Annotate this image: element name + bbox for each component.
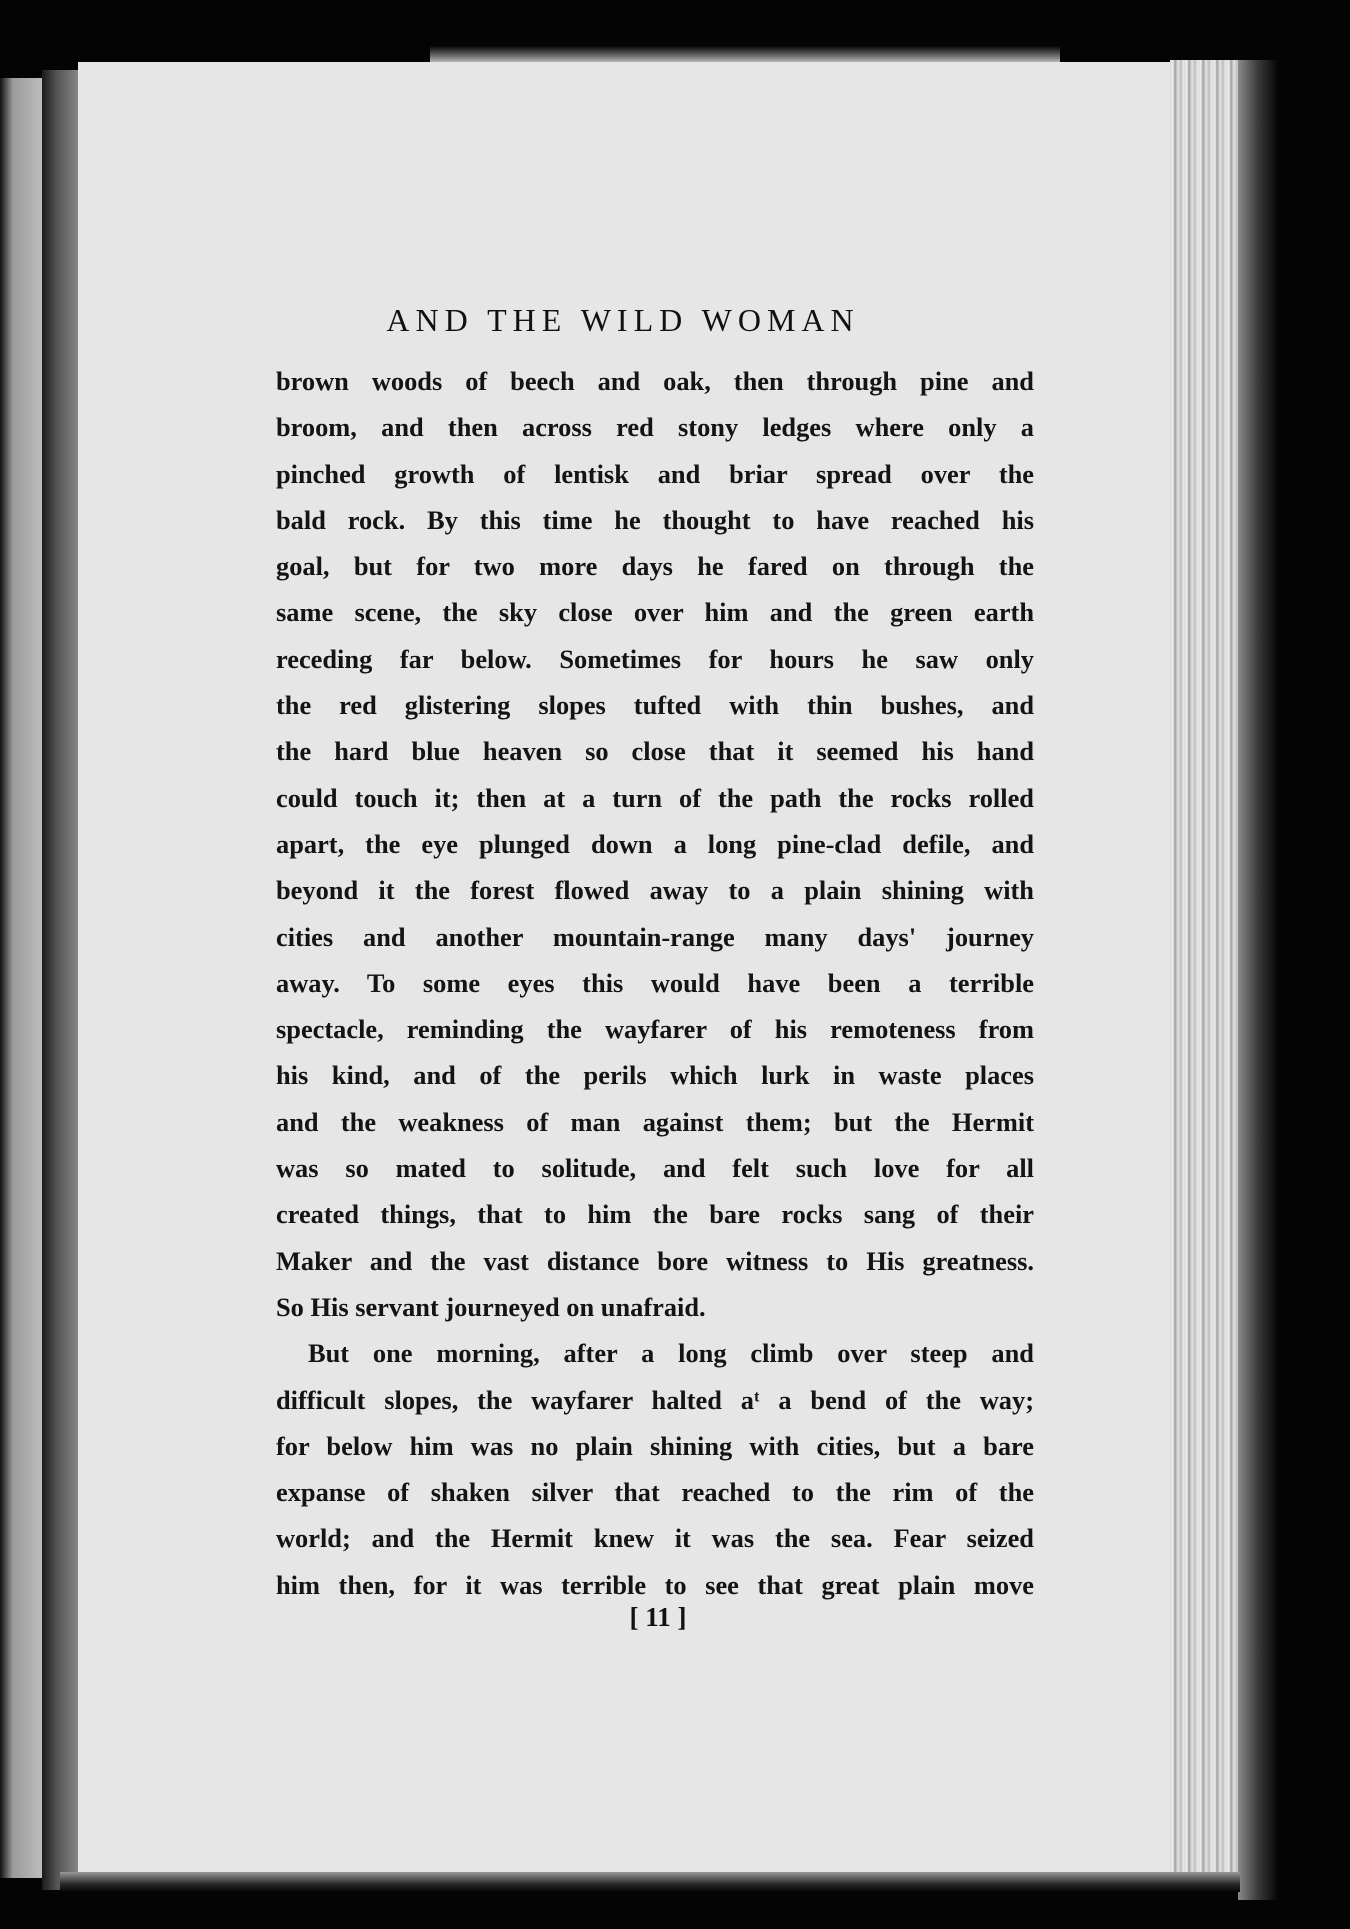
text-line: the red glistering slopes tufted with thin bushes, and: [276, 690, 1034, 721]
text-line: the hard blue heaven so close that it seemed his hand: [276, 736, 1034, 767]
binding-gutter: [42, 70, 80, 1890]
text-line: could touch it; then at a turn of the path the rocks rolled: [276, 782, 1034, 813]
running-head: AND THE WILD WOMAN: [386, 302, 860, 338]
body-text: [276, 358, 1034, 1608]
page-fore-edge: [1170, 60, 1240, 1890]
book-page: [78, 62, 1188, 1884]
text-line: spectacle, reminding the wayfarer of his remoteness from: [276, 1014, 1034, 1045]
text-line: was so mated to solitude, and felt such love for all: [276, 1153, 1034, 1184]
text-line: and the weakness of man against them; but the Hermit: [276, 1106, 1034, 1137]
text-line: world; and the Hermit knew it was the sea. Fear seized: [276, 1523, 1034, 1554]
fore-edge-shadow: [1238, 60, 1278, 1900]
text-line: beyond it the forest flowed away to a plain shining with: [276, 875, 1034, 906]
text-line: bald rock. By this time he thought to have reached his: [276, 504, 1034, 535]
text-line: Maker and the vast distance bore witness to His greatness.: [276, 1245, 1034, 1276]
text-line: pinched growth of lentisk and briar spread over the: [276, 458, 1034, 489]
text-line: So His servant journeyed on unafraid.: [276, 1291, 706, 1322]
text-line: But one morning, after a long climb over steep and: [308, 1338, 1034, 1369]
text-line: created things, that to him the bare rocks sang of their: [276, 1199, 1034, 1230]
text-line: goal, but for two more days he fared on through the: [276, 551, 1034, 582]
page-bottom-shadow: [60, 1872, 1240, 1892]
text-line: broom, and then across red stony ledges where only a: [276, 412, 1034, 443]
text-line: for below him was no plain shining with cities, but a bare: [276, 1430, 1034, 1461]
text-line: cities and another mountain-range many days' journey: [276, 921, 1034, 952]
text-line: difficult slopes, the wayfarer halted aᵗ a bend of the way;: [276, 1384, 1034, 1415]
text-line: receding far below. Sometimes for hours he saw only: [276, 643, 1034, 674]
facing-page-edge: [0, 78, 42, 1878]
page-number: [ 11 ]: [629, 1602, 687, 1632]
text-line: away. To some eyes this would have been a terrible: [276, 967, 1034, 998]
text-line: expanse of shaken silver that reached to the rim of the: [276, 1477, 1034, 1508]
text-line: his kind, and of the perils which lurk in waste places: [276, 1060, 1034, 1091]
text-line: same scene, the sky close over him and the green earth: [276, 597, 1034, 628]
text-line: brown woods of beech and oak, then through pine and: [276, 366, 1034, 396]
text-line: him then, for it was terrible to see that great plain move: [276, 1569, 1034, 1600]
text-line: apart, the eye plunged down a long pine-clad defile, and: [276, 828, 1034, 859]
